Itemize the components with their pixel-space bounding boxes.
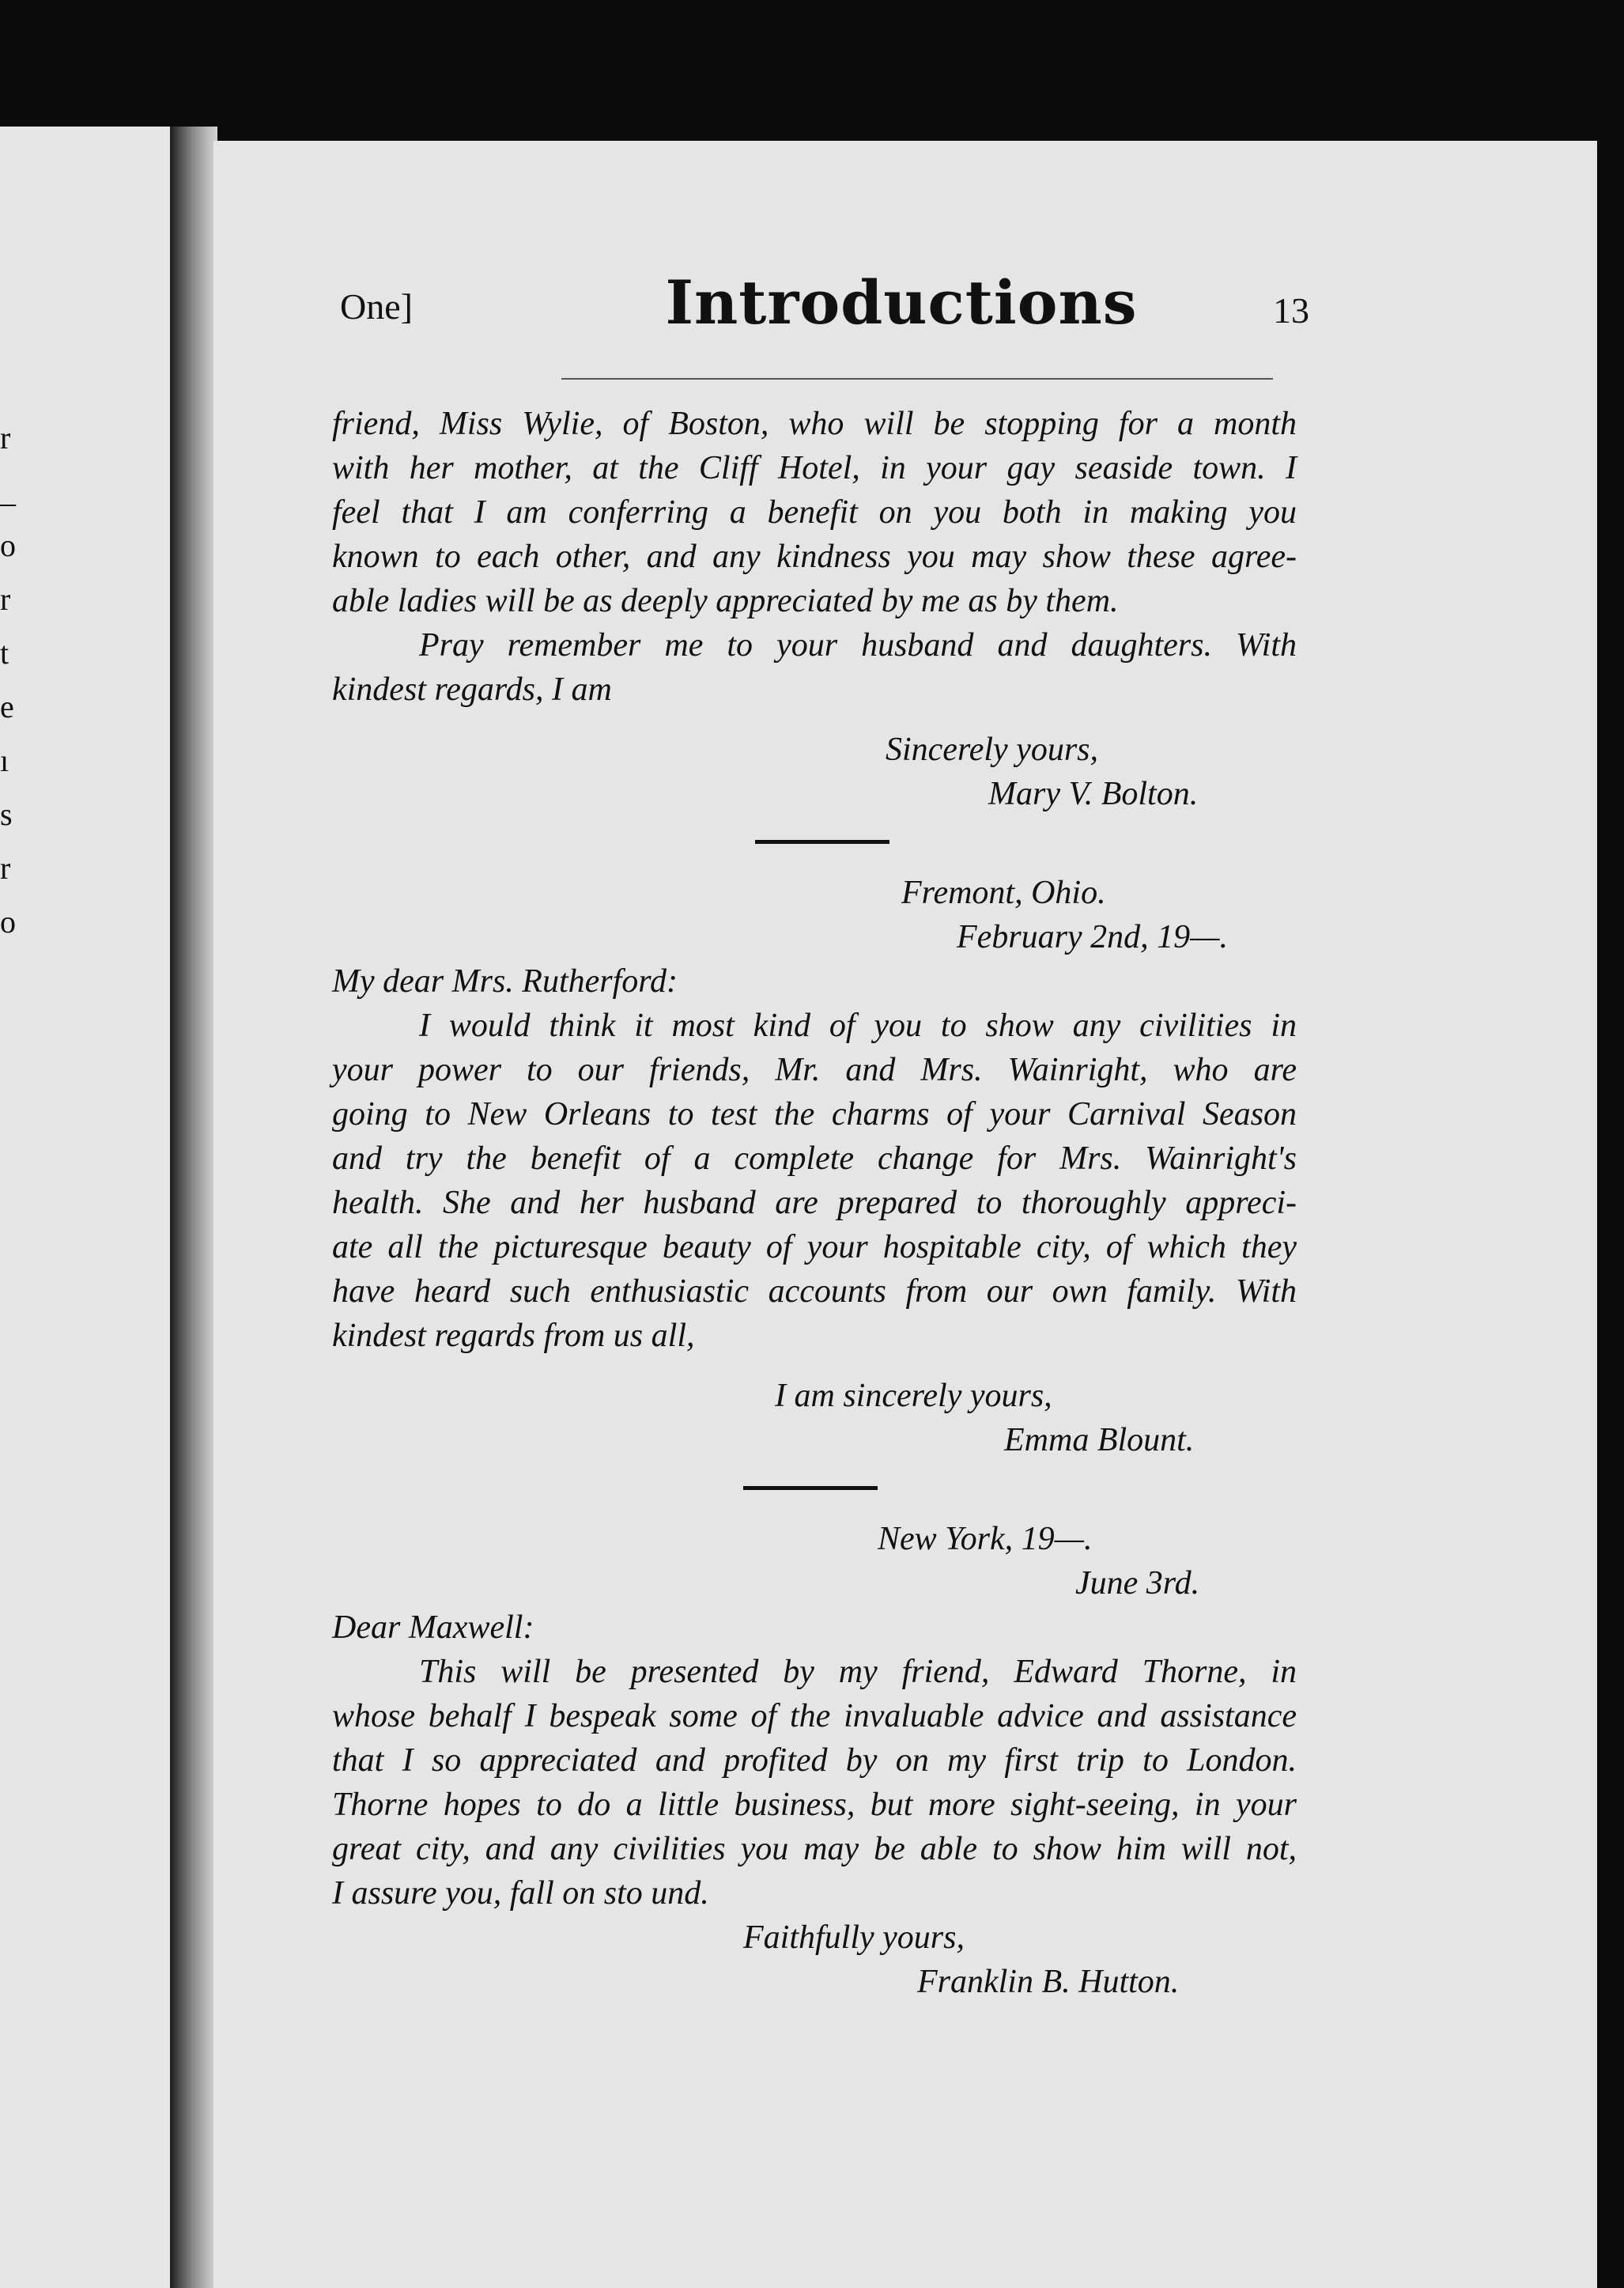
chapter-label: One] bbox=[340, 286, 413, 327]
text-line: your power to our friends, Mr. and Mrs. Wainright, who are bbox=[332, 1052, 1297, 1088]
letter-closing: Faithfully yours, bbox=[743, 1919, 965, 1956]
letter-signature: Emma Blount. bbox=[1004, 1422, 1195, 1458]
margin-char: r bbox=[0, 420, 11, 456]
facing-page bbox=[0, 127, 170, 2288]
margin-char: o bbox=[0, 528, 16, 563]
book-page bbox=[213, 141, 1597, 2288]
letter-bolton bbox=[332, 402, 1297, 816]
text-line: whose behalf I bespeak some of the invaluable advice and assistance bbox=[332, 1698, 1297, 1734]
section-divider bbox=[755, 840, 889, 844]
letter-signature: Franklin B. Hutton. bbox=[917, 1964, 1180, 2000]
book-gutter bbox=[170, 127, 217, 2288]
text-line: going to New Orleans to test the charms of your Carnival Season bbox=[332, 1096, 1297, 1133]
text-line: I would think it most kind of you to show any civilities in bbox=[419, 1008, 1297, 1044]
letter-date: February 2nd, 19—. bbox=[957, 919, 1228, 955]
margin-char: _ bbox=[0, 474, 16, 509]
letter-place: New York, 19—. bbox=[878, 1521, 1093, 1557]
text-line: ate all the picturesque beauty of your hospitable city, of which they bbox=[332, 1229, 1297, 1265]
page-number: 13 bbox=[1273, 290, 1309, 331]
text-line: great city, and any civilities you may be able to show him will not, bbox=[332, 1831, 1297, 1867]
letter-salutation: Dear Maxwell: bbox=[332, 1609, 534, 1646]
text-line: that I so appreciated and profited by on my first trip to London. bbox=[332, 1742, 1297, 1779]
page-body bbox=[332, 402, 1297, 2004]
margin-char: e bbox=[0, 689, 14, 724]
letter-closing: I am sincerely yours, bbox=[775, 1378, 1052, 1414]
text-line: with her mother, at the Cliff Hotel, in your gay seaside town. I bbox=[332, 450, 1297, 486]
letter-place: Fremont, Ohio. bbox=[901, 875, 1106, 911]
section-divider bbox=[743, 1486, 878, 1490]
letter-hutton bbox=[332, 1517, 1297, 2004]
header-rule bbox=[561, 378, 1273, 380]
text-line: have heard such enthusiastic accounts from our own family. With bbox=[332, 1273, 1297, 1310]
letter-closing: Sincerely yours, bbox=[886, 732, 1099, 768]
page-title: Introductions bbox=[665, 267, 1138, 338]
text-line: kindest regards, I am bbox=[332, 671, 612, 708]
letter-blount bbox=[332, 871, 1297, 1462]
text-line: able ladies will be as deeply appreciated by me as by them. bbox=[332, 583, 1119, 619]
text-line: feel that I am conferring a benefit on you both in making you bbox=[332, 494, 1297, 531]
text-line: I assure you, fall on sto und. bbox=[332, 1875, 709, 1912]
text-line: health. She and her husband are prepared to thoroughly appreci- bbox=[332, 1185, 1297, 1221]
letter-salutation: My dear Mrs. Rutherford: bbox=[332, 963, 678, 1000]
text-line: and try the benefit of a complete change for Mrs. Wainright's bbox=[332, 1140, 1297, 1177]
text-line: Pray remember me to your husband and daughters. With bbox=[419, 627, 1297, 664]
margin-char: r bbox=[0, 850, 11, 886]
margin-char: o bbox=[0, 904, 16, 940]
letter-date: June 3rd. bbox=[1075, 1565, 1200, 1602]
text-line: known to each other, and any kindness you may show these agree- bbox=[332, 539, 1297, 575]
text-line: kindest regards from us all, bbox=[332, 1318, 695, 1354]
running-head bbox=[213, 141, 1597, 394]
margin-char: r bbox=[0, 581, 11, 617]
text-line: Thorne hopes to do a little business, but more sight-seeing, in your bbox=[332, 1787, 1297, 1823]
text-line: friend, Miss Wylie, of Boston, who will be stopping for a month bbox=[332, 406, 1297, 442]
margin-char: t bbox=[0, 635, 9, 671]
facing-page-margin-text bbox=[0, 411, 19, 949]
margin-char: ı bbox=[0, 743, 9, 778]
letter-signature: Mary V. Bolton. bbox=[988, 776, 1199, 812]
text-line: This will be presented by my friend, Edward Thorne, in bbox=[419, 1654, 1297, 1690]
margin-char: s bbox=[0, 796, 13, 832]
